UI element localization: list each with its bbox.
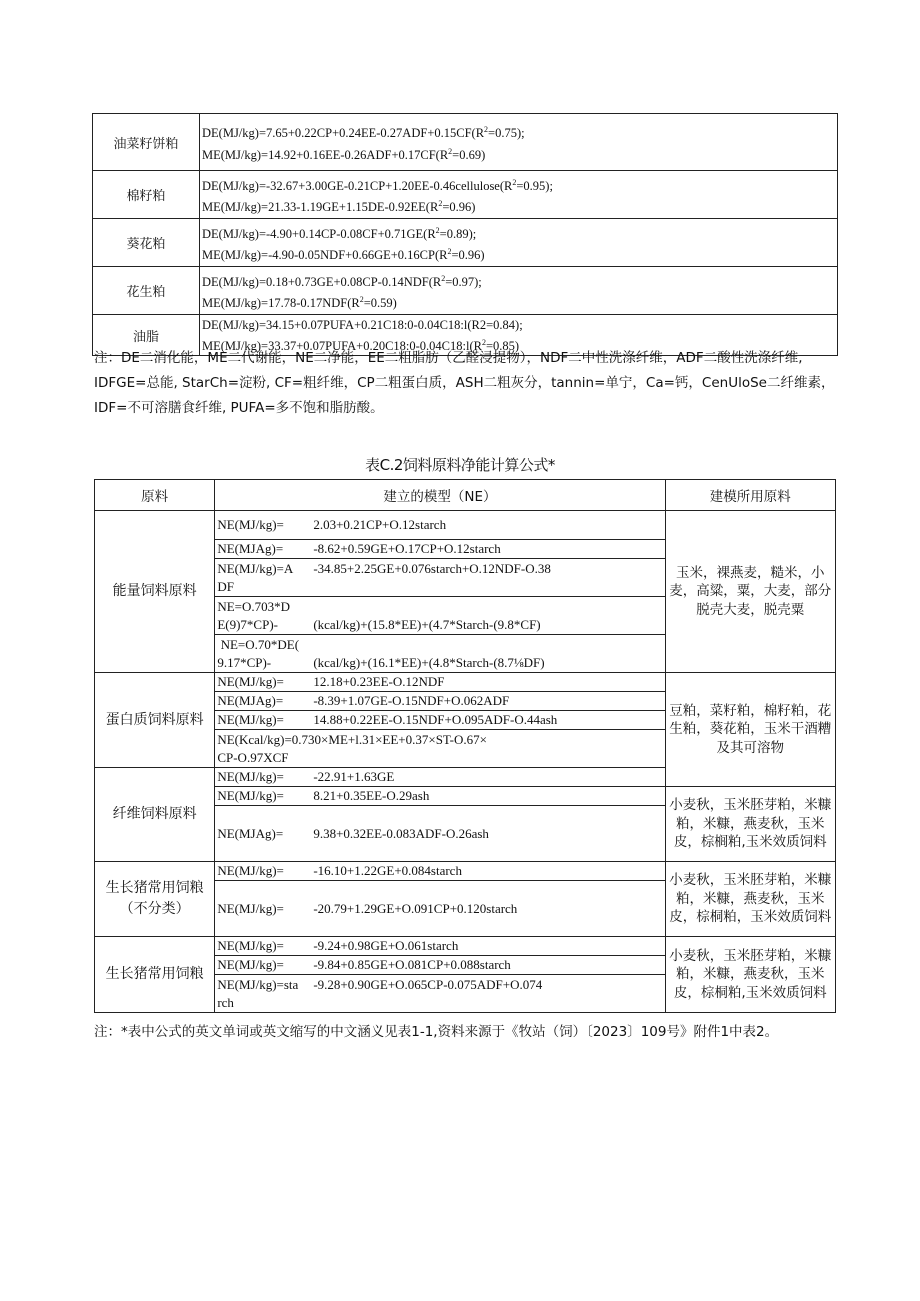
model-formula: NE(MJ/kg)= -20.79+1.29GE+O.091CP+0.120starch xyxy=(215,881,665,937)
source-note: 注：*表中公式的英文单词或英文缩写的中文涵义见表1-1,资料来源于《牧站（饲）〔2023〕109号》附件1中表2。 xyxy=(94,1024,779,1040)
digestible-energy-table xyxy=(92,113,838,356)
table-row xyxy=(95,673,836,692)
model-formula: NE(MJ/kg)= 14.88+0.22EE-O.15NDF+O.095ADF-O.44ash xyxy=(215,711,665,730)
net-energy-table xyxy=(94,479,836,1013)
model-formula: NE=O.703*D E(9)7*CP)- (kcal/kg)+(15.8*EE)+(4.7*Starch-(9.8*CF) xyxy=(215,597,665,635)
modeling-materials: 小麦秋，玉米胚芽粕，米糠粕，米糠，燕麦秋，玉米皮，棕桐粕，玉米效质饲料 xyxy=(665,862,836,937)
table-row xyxy=(93,114,838,171)
modeling-materials: 豆粕，菜籽粕，棉籽粕，花生粕，葵花粕，玉米干酒糟及其可溶物 xyxy=(665,673,836,787)
category-protein: 蛋白质饲料原料 xyxy=(95,673,215,768)
model-formula: NE(MJ/kg)= -16.10+1.22GE+0.084starch xyxy=(215,862,665,881)
model-formula: NE=O.70*DE( 9.17*CP)- (kcal/kg)+(16.1*EE)+(4.8*Starch-(8.7⅛DF) xyxy=(215,635,665,673)
category-energy: 能量饲料原料 xyxy=(95,511,215,673)
material-name: 棉籽粕 xyxy=(93,171,200,219)
modeling-materials: 小麦秋，玉米胚芽粕，米糠粕，米糠，燕麦秋，玉米皮，棕榈粕,玉米效质饲料 xyxy=(665,787,836,862)
model-formula: NE(MJAg)= 9.38+0.32EE-0.083ADF-O.26ash xyxy=(215,806,665,862)
model-formula: NE(MJAg)= -8.39+1.07GE-O.15NDF+O.062ADF xyxy=(215,692,665,711)
model-formula: NE(MJ/kg)= 8.21+0.35EE-O.29ash xyxy=(215,787,665,806)
modeling-materials: 小麦秋，玉米胚芽粕，米糠粕，米糠，燕麦秋，玉米皮，棕桐粕,玉米效质饲料 xyxy=(665,937,836,1013)
model-formula: NE(MJ/kg)=A -34.85+2.25GE+0.076starch+O.12NDF-O.38 DF xyxy=(215,559,665,597)
table-row xyxy=(95,937,836,956)
formula-cell: DE(MJ/kg)=34.15+0.07PUFA+0.21C18:0-0.04C18:l(R2=0.84); $ME(MJ/kg)=33.37+0.07PUFA+0.20C18:0-0.04C18:l(R^2=0.85)$ xyxy=(200,315,838,356)
table-row xyxy=(93,171,838,219)
model-formula: NE(MJ/kg)= -9.84+0.85GE+O.081CP+0.088starch xyxy=(215,956,665,975)
modeling-materials: 玉米，裸燕麦，糙米，小麦，高粱，粟，大麦，部分脱壳大麦，脱壳粟 xyxy=(665,511,836,673)
category-grower-unclassified: 生长猪常用饲粮（不分类） xyxy=(95,862,215,937)
category-grower: 生长猪常用饲粮 xyxy=(95,937,215,1013)
header-model: 建立的模型（NE） xyxy=(215,480,665,511)
abbreviation-note: 注：DE二消化能，ME二代谢能，NE二净能，EE二粗脂肪（乙醛浸提物），NDF二中性洗涤纤维，ADF二酸性洗涤纤维, IDFGE=总能, StarCh=淀粉, CF=粗纤维，CP二粗蛋白质，ASH二粗灰分，tannin=单宁，Ca=钙，CenUloSe二纤维素，IDF=不可溶膳食纤维, PUFA=多不饱和脂肪酸。 xyxy=(94,350,835,416)
header-modeling-materials: 建模所用原料 xyxy=(665,480,836,511)
model-formula: NE(MJ/kg)=sta -9.28+0.90GE+O.065CP-0.075ADF+O.074 rch xyxy=(215,975,665,1013)
model-formula: NE(Kcal/kg)=0.730×ME+l.31×EE+0.37×ST-O.67× CP-O.97XCF xyxy=(215,730,665,768)
table-row xyxy=(93,267,838,315)
table-title: 表C.2饲料原料净能计算公式* xyxy=(365,456,555,474)
material-name: 葵花粕 xyxy=(93,219,200,267)
material-name: 油菜籽饼粕 xyxy=(93,114,200,171)
formula-cell: $DE(MJ/kg)=-32.67+3.00GE-0.21CP+1.20EE-0.46cellulose(R^2=0.95)$; $ME(MJ/kg)=21.33-1.19GE+1.15DE-0.92EE(R^2=0.96)$ xyxy=(200,171,838,219)
model-formula: NE(MJ/kg)= 12.18+0.23EE-O.12NDF xyxy=(215,673,665,692)
model-formula: NE(MJ/kg)= -9.24+0.98GE+O.061starch xyxy=(215,937,665,956)
table-row xyxy=(93,219,838,267)
header-material: 原料 xyxy=(95,480,215,511)
formula-cell: $DE(MJ/kg)=7.65+0.22CP+0.24EE-0.27ADF+0.15CF(R^2=0.75)$; $ME(MJ/kg)=14.92+0.16EE-0.26ADF+0.17CF(R^2=0.69)$ xyxy=(200,114,838,171)
model-formula: NE(MJ/kg)= -22.91+1.63GE xyxy=(215,768,665,787)
material-name: 油脂 xyxy=(93,315,200,356)
material-name: 花生粕 xyxy=(93,267,200,315)
table-row xyxy=(95,862,836,881)
formula-cell: $DE(MJ/kg)=-4.90+0.14CP-0.08CF+0.71GE(R^2=0.89)$; $ME(MJ/kg)=-4.90-0.05NDF+0.66GE+0.16CP(R^2=0.96)$ xyxy=(200,219,838,267)
category-fiber: 纤维饲料原料 xyxy=(95,768,215,862)
table-row xyxy=(95,511,836,540)
formula-cell: $DE(MJ/kg)=0.18+0.73GE+0.08CP-0.14NDF(R^2=0.97)$; $ME(MJ/kg)=17.78-0.17NDF(R^2=0.59)$ xyxy=(200,267,838,315)
model-formula: NE(MJAg)= -8.62+0.59GE+O.17CP+O.12starch xyxy=(215,540,665,559)
header-row xyxy=(95,480,836,511)
model-formula: NE(MJ/kg)= 2.03+0.21CP+O.12starch xyxy=(215,511,665,540)
